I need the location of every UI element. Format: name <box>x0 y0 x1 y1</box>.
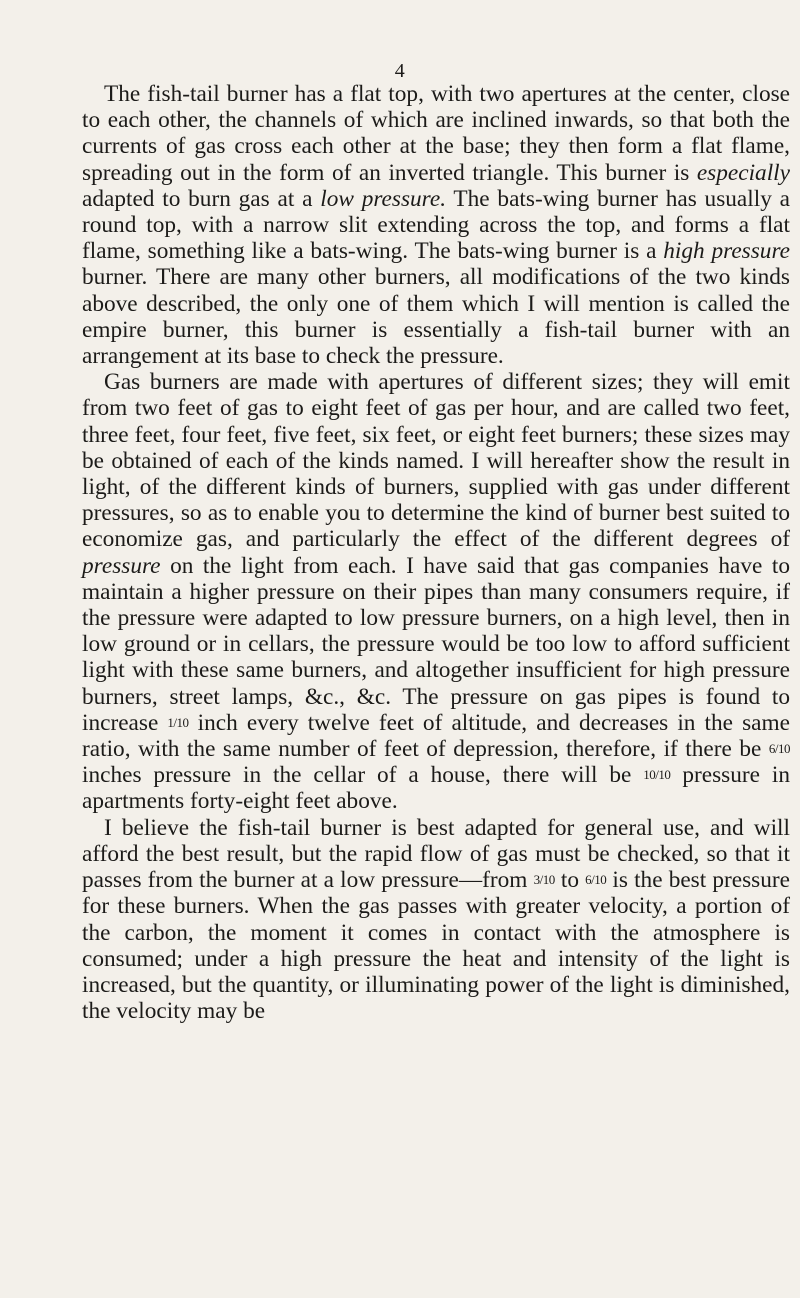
text-run: pressure in apartments forty-eight feet above. <box>82 762 790 815</box>
emphasis-pressure: pressure <box>82 552 161 579</box>
text-run: Gas burners are made with apertures of different sizes; they will emit from two feet of gas to eight feet of gas per hour, and are called two feet, three feet, four feet, five feet, six feet, or eight feet burners; these sizes may be obtained of each of the kinds named. I will hereafter show the result in light, of the different kinds of burners, supplied with gas under different pressures, so as to enable you to determine the kind of burner best suited to economize gas, and particularly the effect of the different degrees of <box>82 369 790 553</box>
text-run: The fish-tail burner has a flat top, with two apertures at the center, close to each other, the channels of which are inclined inwards, so that both the currents of gas cross each other at the base; they then form a flat flame, spreading out in the form of an inverted triangle. This burner is <box>82 81 790 186</box>
fraction-three-tenths: 3/10 <box>533 872 555 888</box>
body-text <box>82 81 790 1024</box>
paragraph-burner-sizes-and-pressure <box>82 369 790 814</box>
emphasis-high-pressure: high pressure <box>663 238 790 265</box>
fraction-six-tenths: 6/10 <box>585 872 607 888</box>
paragraph-fish-tail-recommendation <box>82 815 790 1025</box>
page-number: 4 <box>394 60 406 82</box>
emphasis-especially: especially <box>696 159 790 186</box>
fraction-ten-tenths: 10/10 <box>643 767 671 783</box>
text-run: is the best pressure for these burners. When the gas passes with greater velocity, a portion of the carbon, the moment it comes in contact with the atmosphere is consumed; under a high pressure the heat and intensity of the light is increased, but the quantity, or illuminating power of the light is diminished, the velocity may be <box>82 867 790 1025</box>
fraction-one-tenth: 1/10 <box>167 714 189 730</box>
paragraph-fish-tail-and-bats-wing <box>82 81 790 369</box>
text-run: burner. There are many other burners, all modifications of the two kinds above described, the only one of them which I will mention is called the empire burner, this burner is essentially a fish-tail burner with an arrangement at its base to check the pressure. <box>82 264 790 370</box>
fraction-six-tenths: 6/10 <box>768 741 790 757</box>
text-run: inches pressure in the cellar of a house, there will be <box>82 762 644 789</box>
emphasis-low-pressure: low pressure. <box>320 185 447 212</box>
text-run: inch every twelve feet of altitude, and decreases in the same ratio, with the same number of feet of depression, therefore, if there be <box>82 709 790 763</box>
text-run: on the light from each. I have said that gas companies have to maintain a higher pressure on their pipes than many consumers require, if the pressure were adapted to low pressure burners, on a high level, then in low ground or in cellars, the pressure would be too low to afford sufficient light with these same burners, and altogether insufficient for high pressure burners, street lamps, &c., &c. The pressure on gas pipes is found to increase <box>82 552 790 736</box>
text-run: I believe the fish-tail burner is best adapted for general use, and will afford the best result, but the rapid flow of gas must be checked, so that it passes from the burner at a low pressure—from <box>82 814 790 894</box>
text-run: to <box>554 867 586 894</box>
text-run: adapted to burn gas at a <box>82 185 321 212</box>
text-run: The bats-wing burner has usually a round top, with a narrow slit extending across the top, and forms a flat flame, something like a bats-wing. The bats-wing burner is a <box>82 185 790 265</box>
